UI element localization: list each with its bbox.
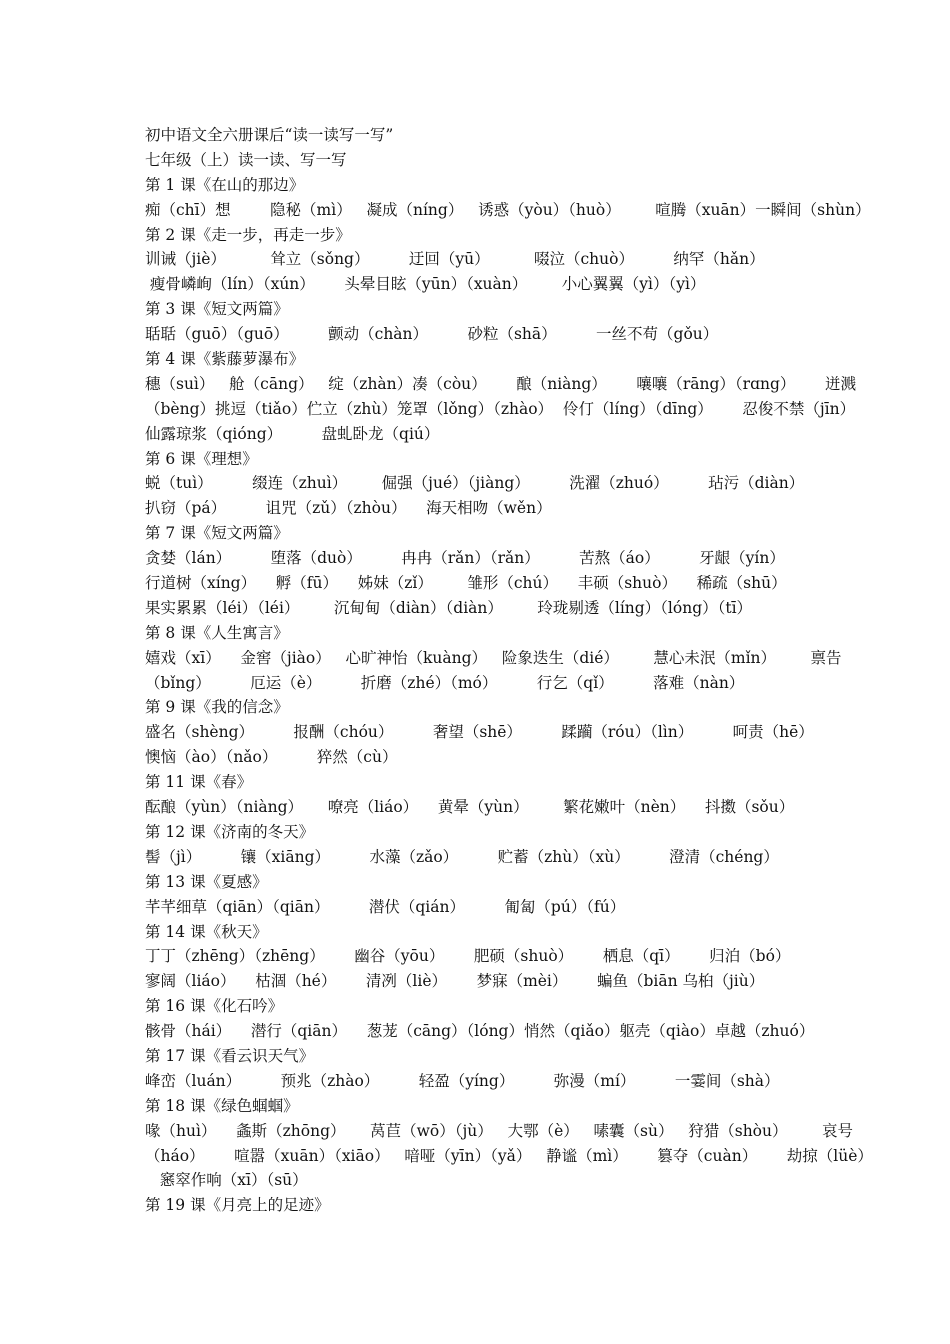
- text-line: 第 16 课《化石吟》: [145, 997, 284, 1016]
- text-line: 喙（huì） 螽斯（zhōng） 莴苣（wō）（jù） 大鄂（è） 嗉囊（sù） 狩猎（shòu） 哀号: [145, 1121, 853, 1140]
- text-line: 髻（jì） 镶（xiāng） 水藻（zǎo） 贮蓄（zhù）（xù） 澄清（chéng）: [145, 847, 779, 866]
- text-line: 第 8 课《人生寓言》: [145, 623, 289, 642]
- text-line: 芊芊细草（qiān）（qiān） 潜伏（qián） 匍匐（pú）（fú）: [145, 897, 626, 916]
- text-line: 嬉戏（xī） 金窖（jiào） 心旷神怡（kuàng） 险象迭生（dié） 慧心未泯（mǐn） 禀告: [145, 648, 842, 667]
- text-line: （háo） 喧嚣（xuān）（xiāo） 喑哑（yīn）（yǎ） 静谧（mì） 篡夺（cuàn） 劫掠（lüè）: [145, 1146, 873, 1165]
- text-line: （bèng）挑逗（tiǎo）伫立（zhù）笼罩（lǒng）（zhào） 伶仃（líng）（dīng） 忍俊不禁（jīn）: [145, 399, 856, 418]
- text-line: 第 11 课《春》: [145, 773, 253, 792]
- text-line: 盛名（shèng） 报酬（chóu） 奢望（shē） 蹂躏（róu）（lìn） 呵责（hē）: [145, 723, 814, 742]
- text-line: 扒窃（pá） 诅咒（zǔ）（zhòu） 海天相吻（wěn）: [145, 499, 552, 518]
- text-line: 蜕（tuì） 缀连（zhuì） 倔强（jué）（jiàng） 洗濯（zhuó） 玷污（diàn）: [145, 474, 805, 493]
- text-line: 痴（chī）想 隐秘（mì） 凝成（níng） 诱惑（yòu）（huò） 喧腾（xuān）一瞬间（shùn）: [145, 200, 871, 219]
- text-line: 第 6 课《理想》: [145, 449, 258, 468]
- text-line: 第 1 课《在山的那边》: [145, 175, 305, 194]
- text-line: 训诫（jiè） 耸立（sǒng） 迂回（yū） 啜泣（chuò） 纳罕（hǎn）: [145, 250, 765, 269]
- text-line: 寥阔（liáo） 枯涸（hé） 清冽（liè） 梦寐（mèi） 蝙鱼（biān 乌桕（jiù）: [145, 972, 765, 991]
- text-line: 第 4 课《紫藤萝瀑布》: [145, 350, 305, 369]
- text-line: 第 14 课《秋天》: [145, 922, 268, 941]
- text-line: 第 2 课《走一步，再走一步》: [145, 225, 351, 244]
- text-line: 穗（suì） 舱（cāng） 绽（zhàn）凑（còu） 酿（niàng） 嚷嚷（rāng）（rɑng） 迸溅: [145, 374, 856, 393]
- text-line: 骸骨（hái） 潜行（qiān） 葱茏（cāng）（lóng）悄然（qiǎo）躯壳（qiào）卓越（zhuó）: [145, 1022, 815, 1041]
- text-line: 瘦骨嶙峋（lín）（xún） 头晕目眩（yūn）（xuàn） 小心翼翼（yì）（yì）: [145, 275, 706, 294]
- document-title: 初中语文全六册课后“读一读写一写”: [145, 126, 394, 144]
- document-body: [145, 123, 873, 1218]
- text-line: 窸窣作响（xī）（sū）: [145, 1171, 308, 1190]
- text-line: 第 17 课《看云识天气》: [145, 1046, 315, 1065]
- text-line: 聒聒（guō）（guō） 颤动（chàn） 砂粒（shā） 一丝不苟（gǒu）: [145, 325, 719, 344]
- text-line: 第 18 课《绿色蝈蝈》: [145, 1096, 299, 1115]
- text-line: 贪婪（lán） 堕落（duò） 冉冉（rǎn）（rǎn） 苦熬（áo） 牙龈（yín）: [145, 549, 785, 568]
- text-line: 丁丁（zhēng）（zhēng） 幽谷（yōu） 肥硕（shuò） 栖息（qī） 归泊（bó）: [145, 947, 791, 966]
- text-line: 峰峦（luán） 预兆（zhào） 轻盈（yíng） 弥漫（mí） 一霎间（shà）: [145, 1071, 780, 1090]
- text-line: 第 9 课《我的信念》: [145, 698, 289, 717]
- text-line: 果实累累（léi）（léi） 沉甸甸（diàn）（diàn） 玲珑剔透（líng）（lóng）（tī）: [145, 598, 753, 617]
- text-line: 懊恼（ào）（nǎo） 猝然（cù）: [145, 748, 398, 767]
- text-line: 第 7 课《短文两篇》: [145, 524, 289, 543]
- text-line: 第 19 课《月亮上的足迹》: [145, 1196, 330, 1215]
- text-line: 第 12 课《济南的冬天》: [145, 822, 315, 841]
- text-line: 行道树（xíng） 孵（fū） 姊妹（zǐ） 雏形（chú） 丰硕（shuò） 稀疏（shū）: [145, 574, 787, 593]
- text-line: 酝酿（yùn）（niàng） 嘹亮（liáo） 黄晕（yùn） 繁花嫩叶（nèn） 抖擞（sǒu）: [145, 798, 795, 817]
- text-line: 仙露琼浆（qióng） 盘虬卧龙（qiú）: [145, 424, 440, 443]
- document-subtitle: 七年级（上）读一读、写一写: [145, 150, 347, 169]
- text-line: 第 3 课《短文两篇》: [145, 300, 289, 319]
- text-line: 第 13 课《夏感》: [145, 872, 268, 891]
- text-line: （bǐng） 厄运（è） 折磨（zhé）（mó） 行乞（qǐ） 落难（nàn）: [145, 673, 745, 692]
